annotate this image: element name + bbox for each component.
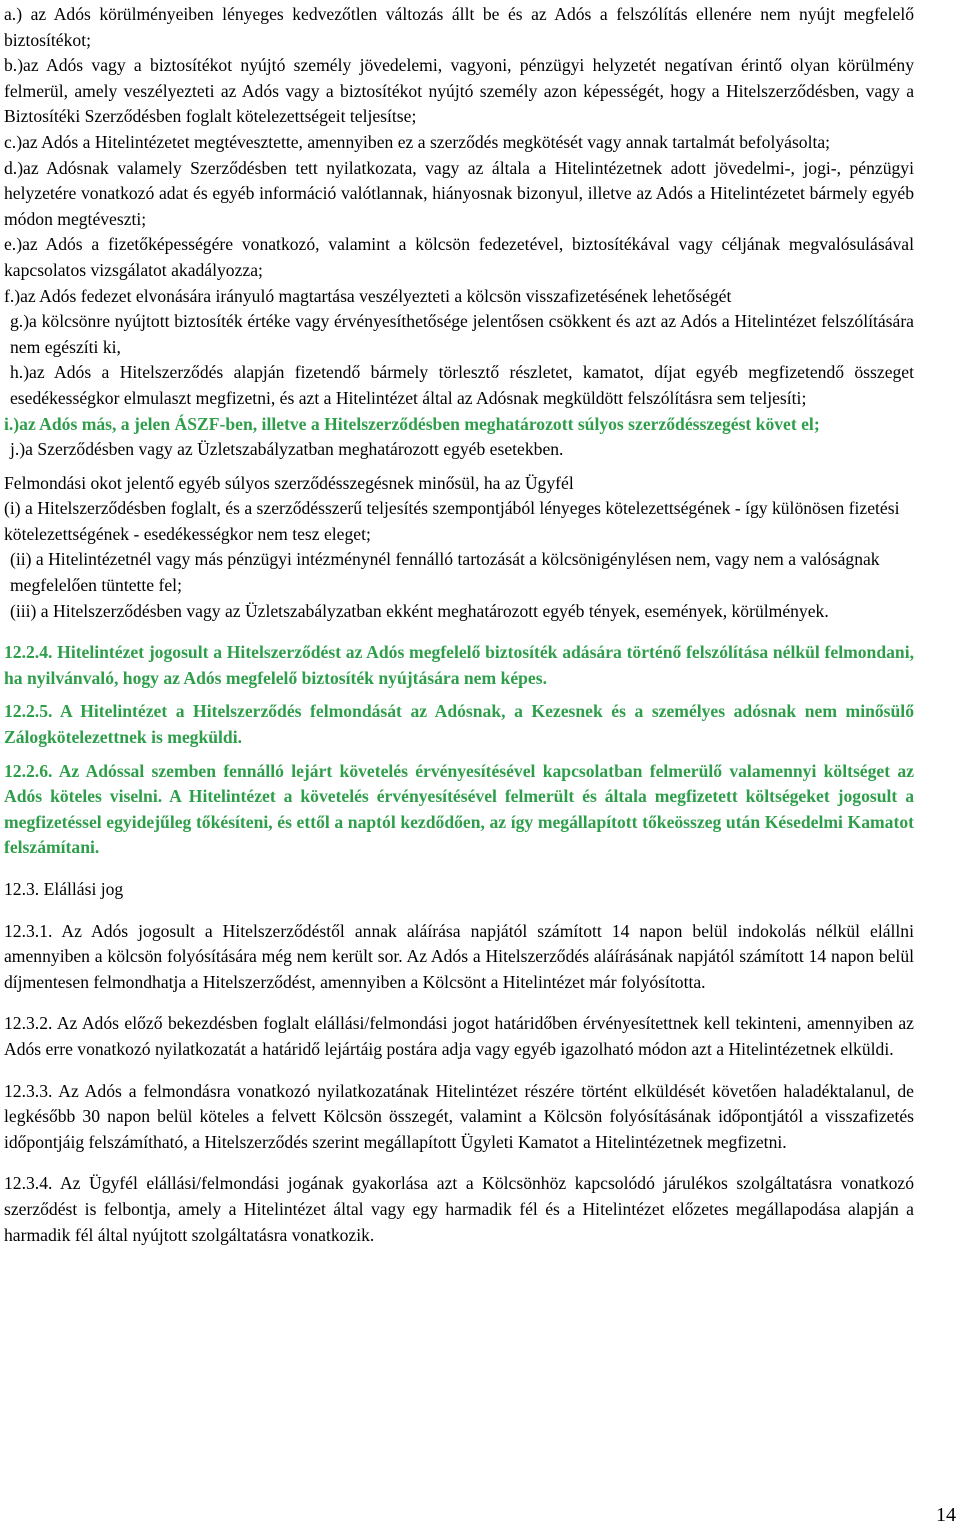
list-item-j: j.)a Szerződésben vagy az Üzletszabályzatban meghatározott egyéb esetekben. bbox=[10, 439, 564, 460]
list-item-g: g.)a kölcsönre nyújtott biztosíték értéke vagy érvényesíthetősége jelentősen csökkent és azt az Adós a Hitelintézet felszólítására nem egészíti ki, bbox=[10, 311, 914, 357]
list-item-b: b.)az Adós vagy a biztosítékot nyújtó személy jövedelemi, vagyoni, pénzügyi helyzetét negatívan érintő olyan körülmény felmerül, amely veszélyezteti az Adós vagy a biztosítékot nyújtó személy azon képességét, hogy a Hitelszerződésben, vagy a Biztosítéki Szerződésben foglalt kötelezettségeit teljesítse; bbox=[4, 55, 914, 127]
felmondasi-intro: Felmondási okot jelentő egyéb súlyos szerződésszegésnek minősül, ha az Ügyfél bbox=[4, 472, 574, 493]
section-12-3-3: 12.3.3. Az Adós a felmondásra vonatkozó nyilatkozatának Hitelintézet részére történt elküldését követően haladéktalanul, de legkésőbb 30 napon belül köteles a felvett Kölcsön összegét, valamint a Kölcsön folyósításának időpontjától a visszafizetés időpontjáig felszámítható, a Hitelszerződés szerint megállapított Ügyleti Kamatot a Hitelintézetnek megfizetni. bbox=[4, 1080, 914, 1152]
list-item-f: f.)az Adós fedezet elvonására irányuló magtartása veszélyezteti a kölcsön visszafizetésének lehetőségét bbox=[4, 285, 732, 306]
felmondasi-item-iii: (iii) a Hitelszerződésben vagy az Üzletszabályzatban ekként meghatározott egyéb tények, események, körülmények. bbox=[10, 600, 829, 621]
list-item-a: a.) az Adós körülményeiben lényeges kedvezőtlen változás állt be és az Adós a felszólítás ellenére nem nyújt megfelelő biztosítékot; bbox=[4, 4, 914, 50]
document-body bbox=[4, 2, 914, 1248]
list-item-c: c.)az Adós a Hitelintézetet megtévesztette, amennyiben ez a szerződés megkötését vagy annak tartalmát befolyásolta; bbox=[4, 131, 831, 152]
felmondasi-item-ii: (ii) a Hitelintézetnél vagy más pénzügyi intézménynél fennálló tartozását a kölcsönigénylésen nem, vagy nem a valóságnak megfelelően tüntette fel; bbox=[10, 549, 880, 596]
list-item-e: e.)az Adós a fizetőképességére vonatkozó, valamint a kölcsön fedezetével, biztosítékával vagy céljának megvalósulásával kapcsolatos vizsgálatot akadályozza; bbox=[4, 234, 914, 280]
list-item-d: d.)az Adósnak valamely Szerződésben tett nyilatkozata, vagy az általa a Hitelintézetnek adott jövedelmi-, jogi-, pénzügyi helyzetére vonatkozó adat és egyéb információ valótlannak, hiányosnak bizonyul, illetve az Adós a Hitelintézetet bármely egyéb módon megtéveszti; bbox=[4, 157, 914, 229]
section-12-3-4: 12.3.4. Az Ügyfél elállási/felmondási jogának gyakorlása azt a Kölcsönhöz kapcsolódó járulékos szolgáltatásra vonatkozó szerződést is felbontja, amely a Hitelintézet által vagy egy harmadik fél és a Hitelintézet előzetes megállapodása alapján a harmadik fél által nyújtott szolgáltatásra vonatkozik. bbox=[4, 1173, 914, 1245]
list-item-i: i.)az Adós más, a jelen ÁSZF-ben, illetve a Hitelszerződésben meghatározott súlyos szerződésszegést követ el; bbox=[4, 413, 820, 434]
section-12-2-4: 12.2.4. Hitelintézet jogosult a Hitelszerződést az Adós megfelelő biztosíték adására történő felszólítása nélkül felmondani, ha nyilvánvaló, hogy az Adós megfelelő biztosíték nyújtására nem képes. bbox=[4, 642, 914, 688]
list-item-h: h.)az Adós a Hitelszerződés alapján fizetendő bármely törlesztő részletet, kamatot, díjat egyéb megfizetendő összeget esedékességkor elmulaszt megfizetni, és azt a Hitelintézet által az Adósnak megküldött felszólításra sem teljesíti; bbox=[10, 362, 914, 408]
section-heading-12-3: 12.3. Elállási jog bbox=[4, 879, 124, 899]
page-number: 14 bbox=[936, 1504, 956, 1526]
section-12-2-5: 12.2.5. A Hitelintézet a Hitelszerződés felmondását az Adósnak, a Kezesnek és a személyes adósnak nem minősülő Zálogkötelezettnek is megküldi. bbox=[4, 701, 914, 748]
section-12-3-1: 12.3.1. Az Adós jogosult a Hitelszerződéstől annak aláírása napjától számított 14 napon belül indokolás nélkül elállni amennyiben a kölcsön folyósítására még nem került sor. Az Adós a Hitelszerződés aláírásának napjától számított 14 napon belül díjmentesen felmondhatja a Hitelszerződést, amennyiben a Kölcsönt a Hitelintézet már folyósította. bbox=[4, 920, 914, 992]
section-12-2-6: 12.2.6. Az Adóssal szemben fennálló lejárt követelés érvényesítésével kapcsolatban felmerülő valamennyi költséget az Adós köteles viselni. A Hitelintézet a követelés érvényesítésével felmerült és általa megfizetett költségeket jogosult a megfizetéssel egyidejűleg tőkésíteni, és ettől a naptól kezdődően, az így megállapított tőkeösszeg után Késedelmi Kamatot felszámítani. bbox=[4, 760, 914, 858]
section-12-3-2: 12.3.2. Az Adós előző bekezdésben foglalt elállási/felmondási jogot határidőben érvényesítettnek kell tekinteni, amennyiben az Adós erre vonatkozó nyilatkozatát a határidő lejártáig postára adja vagy egyéb igazolható módon azt a Hitelintézetnek elküldi. bbox=[4, 1013, 914, 1059]
felmondasi-item-i: (i) a Hitelszerződésben foglalt, és a szerződésszerű teljesítés szempontjából lényeges kötelezettségének - így különösen fizetési kötelezettségének - esedékességkor nem tesz eleget; bbox=[4, 498, 900, 544]
